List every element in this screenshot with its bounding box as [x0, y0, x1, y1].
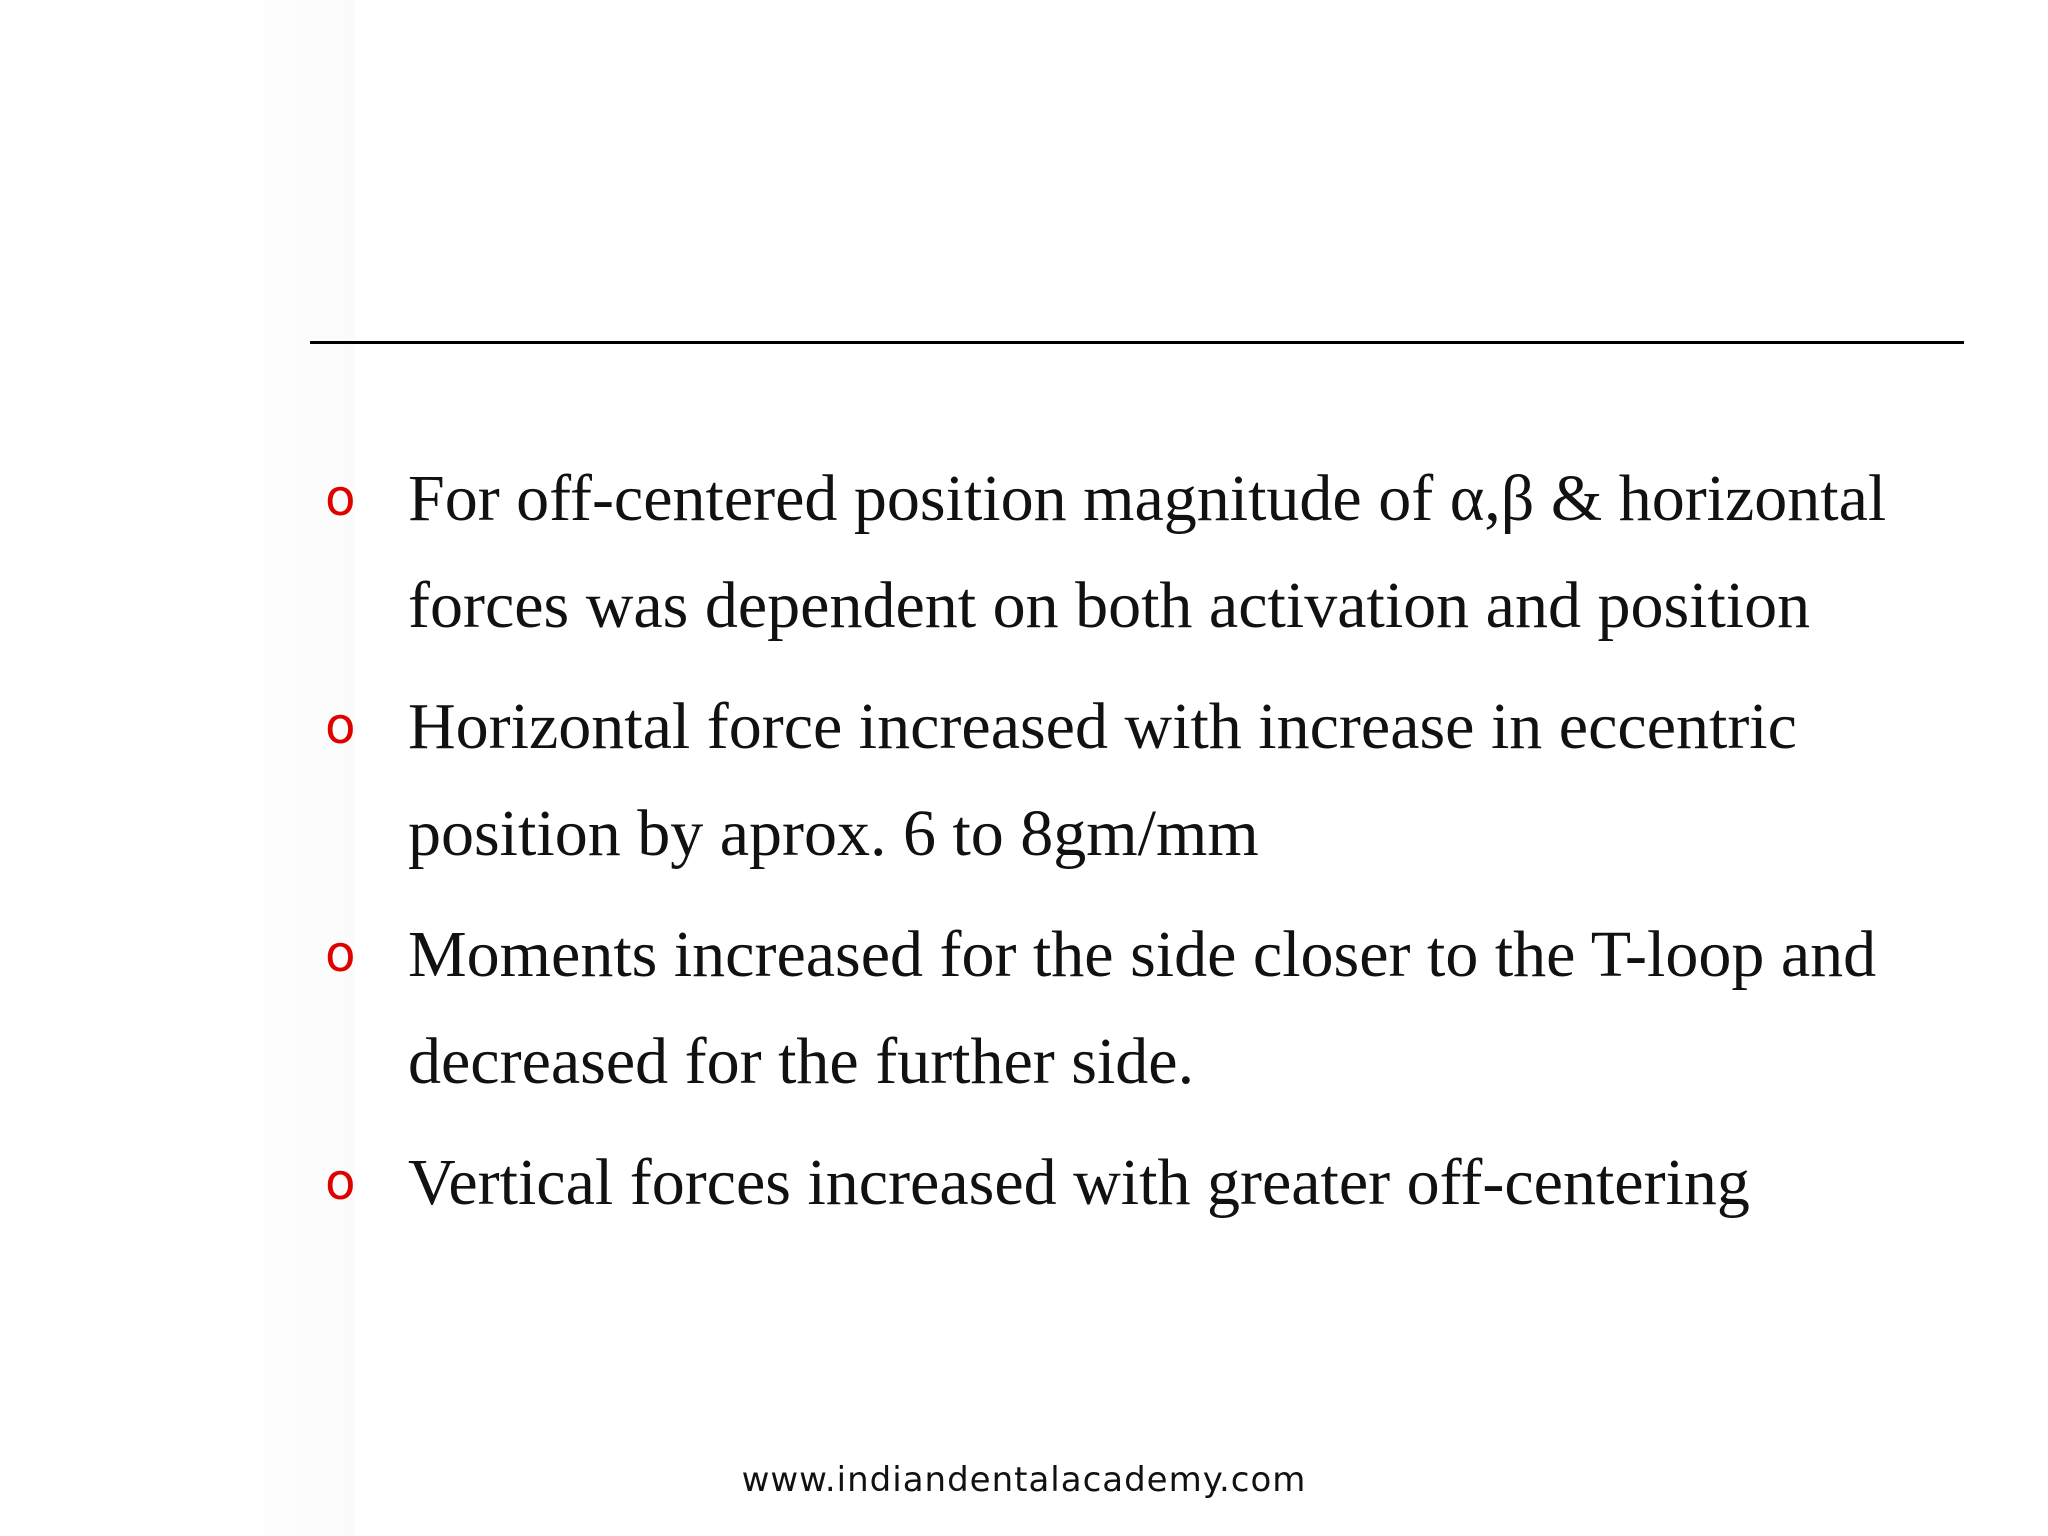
bullet-text: Moments increased for the side closer to the T-loop and decreased for the further side.: [408, 918, 1877, 1098]
bullet-item-moments: [325, 901, 2025, 1115]
bullet-marker-icon: o: [325, 925, 356, 983]
bullet-text: Horizontal force increased with increase in eccentric position by aprox. 6 to 8gm/mm: [408, 690, 1797, 870]
title-divider: [310, 341, 1964, 344]
bullet-marker-icon: o: [325, 1153, 356, 1211]
bullet-item-offcentered: [325, 445, 2025, 659]
bullet-list: [325, 445, 2025, 1250]
slide-left-shade: [0, 0, 355, 1536]
footer-website-url: www.indiandentalacademy.com: [741, 1460, 1307, 1500]
bullet-text: For off-centered position magnitude of α,β & horizontal forces was dependent on both activation and position: [408, 462, 1887, 642]
bullet-text: Vertical forces increased with greater off-centering: [408, 1146, 1750, 1219]
bullet-item-vertical-forces: [325, 1129, 2025, 1236]
bullet-item-horizontal-force: [325, 673, 2025, 887]
bullet-marker-icon: o: [325, 697, 356, 755]
bullet-marker-icon: o: [325, 469, 356, 527]
